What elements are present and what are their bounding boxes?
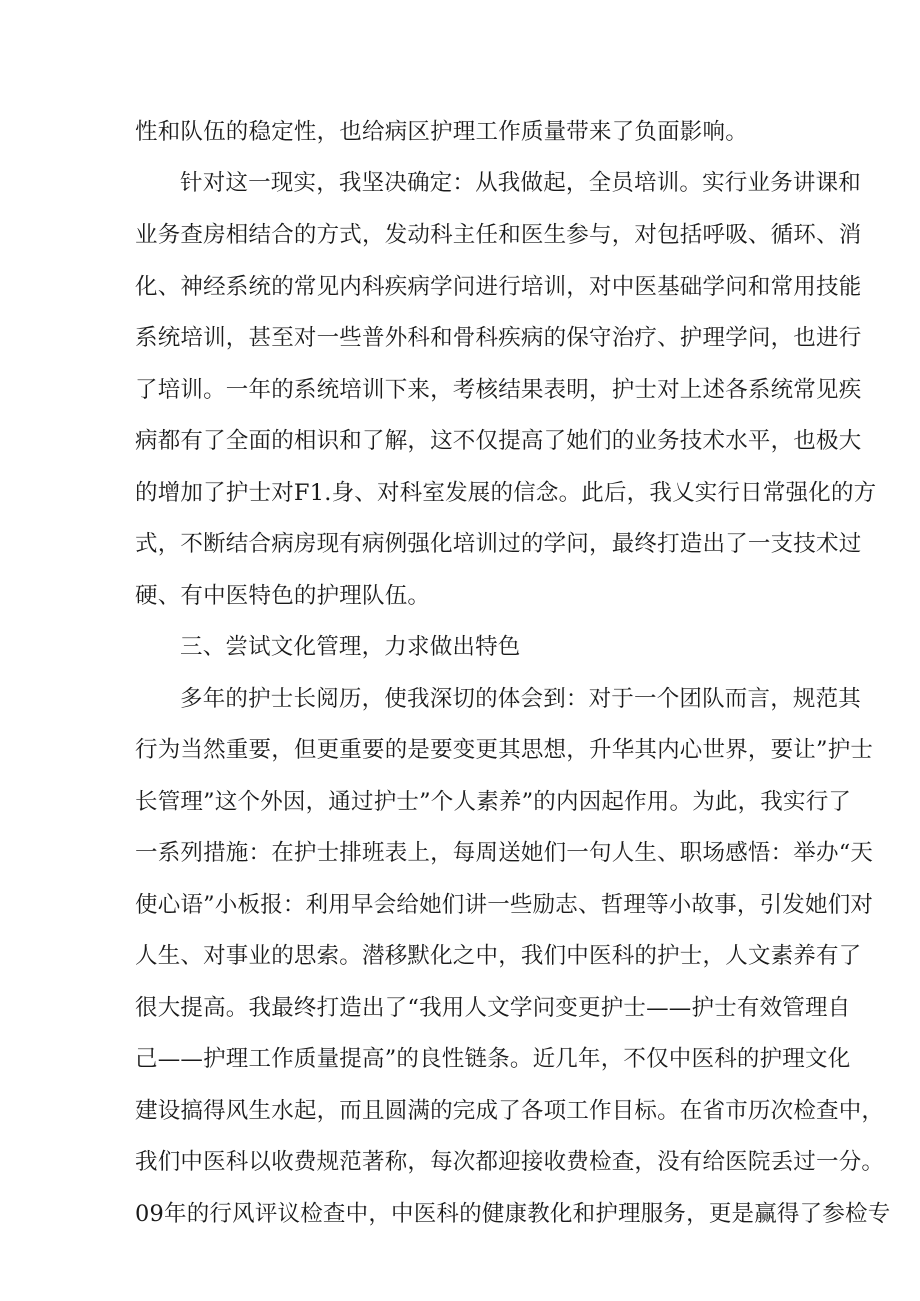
text-line: 长管理”这个外因，通过护士”个人素养”的内因起作用。为此，我实行了 xyxy=(135,789,852,815)
paragraph-line: 针对这一现实，我坚决确定：从我做起，全员培训。实行业务讲课和 xyxy=(180,170,862,196)
text-line: 硬、有中医特色的护理队伍。 xyxy=(135,583,431,609)
text-line: 使心语”小板报：利用早会给她们讲一些励志、哲理等小故事，引发她们对 xyxy=(135,892,874,918)
text-line: 化、神经系统的常见内科疾病学问进行培训，对中医基础学问和常用技能 xyxy=(135,274,862,300)
text-line: 很大提高。我最终打造出了“我用人文学问变更护士——护士有效管理自 xyxy=(135,995,851,1021)
text-line: 09年的行风评议检查中，中医科的健康教化和护理服务，更是赢得了参检专 xyxy=(135,1201,891,1227)
text-line: 己——护理工作质量提高”的良性链条。近几年，不仅中医科的护理文化 xyxy=(135,1046,851,1072)
text-line: 性和队伍的稳定性，也给病区护理工作质量带来了负面影响。 xyxy=(135,119,748,145)
text-line: 人生、对事业的思索。潜移默化之中，我们中医科的护士，人文素养有了 xyxy=(135,943,862,969)
text-line: 行为当然重要，但更重要的是要变更其思想，升华其内心世界，要让”护士 xyxy=(135,737,874,763)
section-heading: 三、尝试文化管理，力求做出特色 xyxy=(180,634,521,660)
text-line: 业务查房相结合的方式，发动科主任和医生参与，对包括呼吸、循环、消 xyxy=(135,222,862,248)
text-line: 建设搞得风生水起，而且圆满的完成了各项工作目标。在省市历次检查中， xyxy=(135,1098,885,1124)
text-line: 了培训。一年的系统培训下来，考核结果表明，护士对上述各系统常见疾 xyxy=(135,377,862,403)
text-line: 式，不断结合病房现有病例强化培训过的学问，最终打造出了一支技术过 xyxy=(135,531,862,557)
text-line: 的增加了护士对F1.身、对科室发展的信念。此后，我乂实行日常强化的方 xyxy=(135,480,877,506)
text-line: 病都有了全面的相识和了解，这不仅提高了她们的业务技术水平，也极大 xyxy=(135,428,862,454)
paragraph-line: 多年的护士长阅历，使我深切的体会到：对于一个团队而言，规范其 xyxy=(180,686,862,712)
text-line: 一系列措施：在护士排班表上，每周送她们一句人生、职场感悟：举办“天 xyxy=(135,840,874,866)
text-line: 系统培训，甚至对一些普外科和骨科疾病的保守治疗、护理学问，也进行 xyxy=(135,325,862,351)
text-line: 我们中医科以收费规范著称，每次都迎接收费检查，没有给医院丢过一分。 xyxy=(135,1149,885,1175)
